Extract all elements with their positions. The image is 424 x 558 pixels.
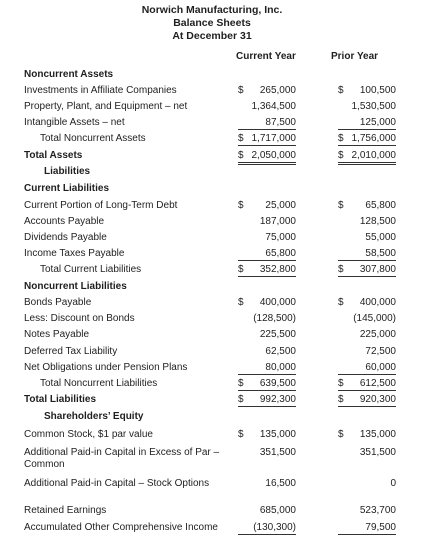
table-row — [0, 264, 424, 280]
table-row — [0, 362, 424, 378]
row-label: Deferred Tax Liability — [24, 346, 118, 357]
statement-date: At December 31 — [172, 30, 252, 42]
current-year-value: 685,000 — [259, 505, 296, 516]
prior-year-value: 125,000 — [338, 117, 396, 130]
table-row — [0, 85, 424, 101]
current-year-value: $ 265,000 — [238, 85, 296, 96]
table-row — [0, 447, 424, 470]
column-header-current: Current Year — [236, 51, 296, 62]
row-label: Liabilities — [44, 166, 91, 177]
row-label: Bonds Payable — [24, 297, 92, 308]
row-label: Shareholders’ Equity — [44, 411, 144, 422]
current-year-value: 75,000 — [265, 232, 296, 243]
table-row — [0, 117, 424, 133]
current-year-value: 80,000 — [238, 362, 296, 375]
table-row — [0, 297, 424, 313]
prior-year-value: 225,000 — [359, 329, 396, 340]
prior-year-value: 351,500 — [359, 447, 396, 458]
table-row — [0, 133, 424, 149]
row-label: Accounts Payable — [24, 216, 105, 227]
row-label: Total Liabilities — [24, 394, 97, 405]
row-label: Common Stock, $1 par value — [24, 429, 153, 440]
table-row — [0, 394, 424, 410]
prior-year-value: $ 920,300 — [338, 394, 396, 405]
current-year-value: 1,364,500 — [251, 101, 296, 112]
row-label: Total Assets — [24, 150, 83, 161]
prior-year-value: $ 1,756,000 — [338, 133, 396, 144]
table-row — [0, 166, 424, 182]
table-row — [0, 216, 424, 232]
row-label: Retained Earnings — [24, 505, 107, 516]
prior-year-value: 72,500 — [365, 346, 396, 357]
row-label: Additional Paid-in Capital – Stock Options — [24, 478, 210, 489]
prior-year-value: 0 — [390, 478, 396, 489]
current-year-value: 87,500 — [238, 117, 296, 130]
row-label: Total Noncurrent Assets — [40, 133, 146, 144]
current-year-value: (130,300) — [238, 522, 296, 535]
row-label: Dividends Payable — [24, 232, 107, 243]
current-year-value: $ 135,000 — [238, 429, 296, 440]
table-row — [0, 329, 424, 345]
current-year-value: 351,500 — [259, 447, 296, 458]
row-label: Notes Payable — [24, 329, 90, 340]
current-year-value: $ 1,717,000 — [238, 133, 296, 144]
table-row — [0, 378, 424, 394]
table-row — [0, 69, 424, 85]
row-label: Additional Paid-in Capital in Excess of Par – Common — [24, 447, 220, 470]
prior-year-value: 1,530,500 — [351, 101, 396, 112]
row-label: Investments in Affiliate Companies — [24, 85, 177, 96]
current-year-value: $ 352,800 — [238, 264, 296, 275]
table-row — [0, 248, 424, 264]
prior-year-value: 55,000 — [365, 232, 396, 243]
row-label: Current Portion of Long-Term Debt — [24, 200, 178, 211]
row-label: Income Taxes Payable — [24, 248, 125, 259]
row-label: Intangible Assets – net — [24, 117, 125, 128]
current-year-value: $ 25,000 — [238, 200, 296, 211]
current-year-value: $ 992,300 — [238, 394, 296, 405]
prior-year-value: $ 2,010,000 — [338, 150, 396, 165]
table-row — [0, 200, 424, 216]
table-row — [0, 429, 424, 445]
prior-year-value: 60,000 — [338, 362, 396, 375]
current-year-value: $ 639,500 — [238, 378, 296, 389]
statement-title: Balance Sheets — [173, 17, 251, 29]
prior-year-value: $ 135,000 — [338, 429, 396, 440]
prior-year-value: 523,700 — [359, 505, 396, 516]
table-row — [0, 313, 424, 329]
table-row — [0, 411, 424, 427]
current-year-value: 225,500 — [259, 329, 296, 340]
current-year-value: 16,500 — [265, 478, 296, 489]
prior-year-value: $ 612,500 — [338, 378, 396, 389]
table-row — [0, 346, 424, 362]
row-label: Total Noncurrent Liabilities — [40, 378, 158, 389]
current-year-value: 62,500 — [265, 346, 296, 357]
prior-year-value: (145,000) — [353, 313, 396, 324]
prior-year-value: $ 65,800 — [338, 200, 396, 211]
table-row — [0, 478, 424, 494]
row-label: Less: Discount on Bonds — [24, 313, 135, 324]
prior-year-value: $ 100,500 — [338, 85, 396, 96]
prior-year-value: 79,500 — [338, 522, 396, 535]
current-year-value: (128,500) — [253, 313, 296, 324]
current-year-value: $ 2,050,000 — [238, 150, 296, 165]
table-row — [0, 281, 424, 297]
company-name: Norwich Manufacturing, Inc. — [141, 4, 283, 16]
prior-year-value: 128,500 — [359, 216, 396, 227]
table-row — [0, 522, 424, 538]
table-row — [0, 232, 424, 248]
current-year-value: 187,000 — [259, 216, 296, 227]
table-row — [0, 150, 424, 166]
table-row — [0, 183, 424, 199]
prior-year-value: 58,500 — [338, 248, 396, 261]
row-label: Noncurrent Liabilities — [24, 281, 127, 292]
row-label: Noncurrent Assets — [24, 69, 114, 80]
row-label: Accumulated Other Comprehensive Income — [24, 522, 218, 533]
row-label: Total Current Liabilities — [40, 264, 142, 275]
current-year-value: $ 400,000 — [238, 297, 296, 308]
current-year-value: 65,800 — [238, 248, 296, 261]
row-label: Net Obligations under Pension Plans — [24, 362, 188, 373]
row-label: Property, Plant, and Equipment – net — [24, 101, 188, 112]
table-row — [0, 505, 424, 521]
prior-year-value: $ 307,800 — [338, 264, 396, 275]
table-row — [0, 101, 424, 117]
column-header-prior: Prior Year — [331, 51, 379, 62]
row-label: Current Liabilities — [24, 183, 110, 194]
prior-year-value: $ 400,000 — [338, 297, 396, 308]
